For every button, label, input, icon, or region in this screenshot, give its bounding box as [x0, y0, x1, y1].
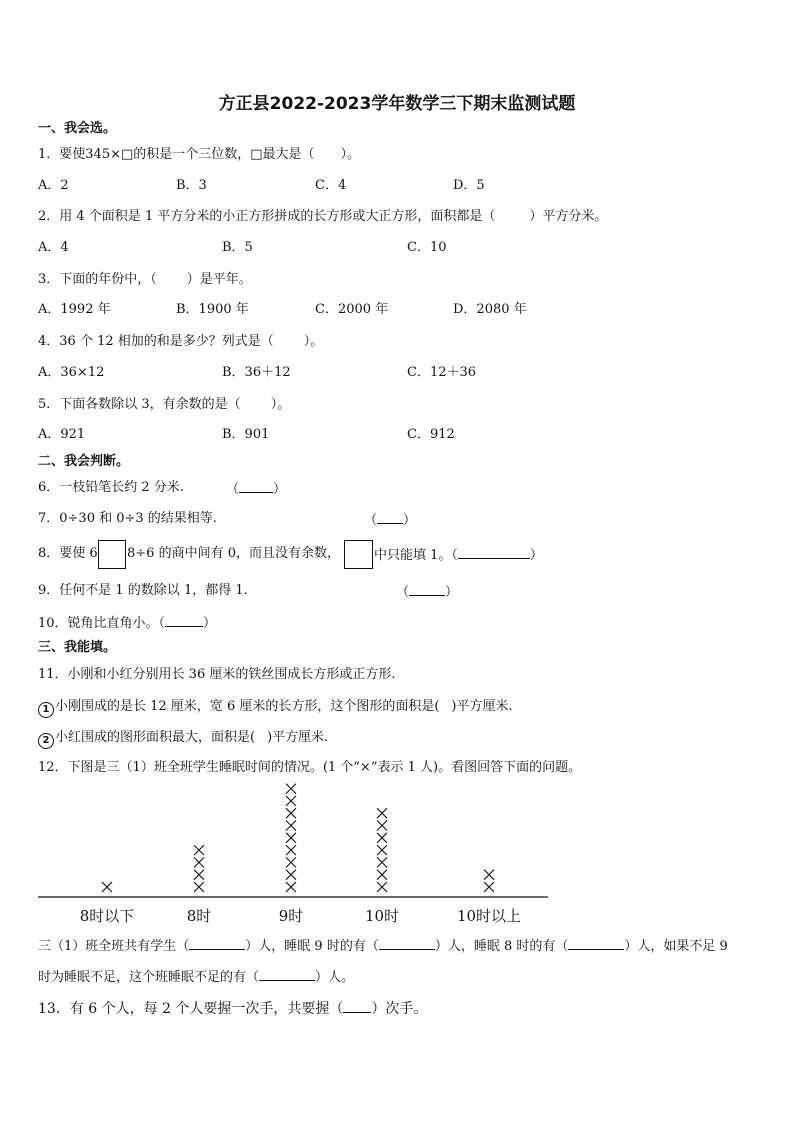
answer-blank[interactable] [241, 396, 271, 408]
chart-mark-x [286, 796, 296, 806]
page-title: 方正县2022-2023学年数学三下期末监测试题 [218, 94, 576, 114]
chart-mark-x [286, 821, 296, 831]
question-2-stem-part-b: ）平方分米。 [529, 209, 608, 224]
question-5-option-b[interactable]: B．901 [222, 427, 270, 442]
section-2-heading: 二、我会判断。 [38, 454, 130, 469]
question-3-option-c[interactable]: C．2000 年 [315, 302, 389, 317]
paren-close: ） [273, 482, 287, 497]
chart-x-tick-label: 9时 [278, 907, 304, 925]
answer-blank[interactable] [255, 729, 267, 741]
question-1-option-d[interactable]: D．5 [453, 178, 485, 193]
question-8-part-a: 8．要使 6 [38, 546, 98, 561]
question-11-sub-2-a: 小红围成的图形面积最大，面积是( [55, 730, 256, 745]
question-5-stem-part-a: 5．下面各数除以 3，有余数的是（ [38, 397, 241, 412]
chart-mark-x [286, 833, 296, 843]
chart-x-tick-label: 10时以上 [456, 907, 522, 925]
question-11-sub-1-b: )平方厘米. [451, 699, 513, 714]
question-11-sub-2-b: )平方厘米. [267, 730, 329, 745]
question-3-option-d[interactable]: D．2080 年 [453, 302, 527, 317]
question-10-stem [38, 614, 216, 632]
question-8-part-b: 8÷6 的商中间有 0，而且没有余数， [127, 546, 340, 561]
question-5-option-a[interactable]: A．921 [38, 427, 86, 442]
chart-mark-x [484, 882, 494, 892]
paren-open: （ [364, 513, 378, 528]
chart-mark-x [377, 821, 387, 831]
question-8-part-c: 中只能填 1。（ [374, 548, 458, 563]
question-11-sub-1 [38, 698, 513, 718]
paren-close: ） [403, 513, 417, 528]
question-1-option-a[interactable]: A．2 [38, 178, 69, 193]
question-7-answer [364, 511, 416, 529]
answer-blank[interactable] [377, 511, 403, 524]
question-12-line-1-b: ）人，睡眠 9 时的有（ [245, 939, 379, 954]
chart-mark-x [377, 845, 387, 855]
chart-mark-x [377, 870, 387, 880]
question-12-line-1-d: ）人，如果不足 9 [624, 939, 728, 954]
paren-open: （ [226, 482, 240, 497]
question-4-stem [38, 333, 323, 350]
chart-mark-x [286, 808, 296, 818]
question-6-answer [226, 480, 286, 498]
question-4-stem-part-a: 4．36 个 12 相加的和是多少？列式是（ [38, 334, 274, 349]
question-11-sub-1-a: 小刚围成的是长 12 厘米，宽 6 厘米的长方形，这个图形的面积是( [55, 699, 440, 714]
chart-mark-x [286, 845, 296, 855]
question-11-sub-2 [38, 729, 328, 749]
question-13-stem [38, 1000, 427, 1017]
question-4-stem-part-b: ）。 [303, 334, 324, 349]
question-10-text: 10．锐角比直角小。（ [38, 616, 166, 631]
chart-mark-x [286, 784, 296, 794]
circled-number-2: 2 [38, 733, 54, 749]
question-12-line-2 [38, 968, 354, 986]
question-9-answer [396, 583, 458, 601]
question-3-stem [38, 271, 252, 288]
paren-close: ） [203, 616, 217, 631]
answer-blank-total-students[interactable] [189, 937, 245, 950]
chart-mark-x [194, 845, 204, 855]
question-7-stem: 7．0÷30 和 0÷3 的结果相等. [38, 511, 217, 526]
chart-mark-x [377, 833, 387, 843]
answer-blank[interactable] [239, 480, 273, 493]
question-12-stem: 12．下图是三（1）班全班学生睡眠时间的情况。(1 个“×”表示 1 人)。看图回答下面的问题。 [38, 760, 582, 775]
question-5-stem [38, 396, 290, 413]
question-9-stem: 9．任何不是 1 的数除以 1，都得 1. [38, 583, 248, 598]
question-1-option-b[interactable]: B．3 [176, 178, 207, 193]
answer-blank[interactable] [458, 546, 530, 559]
chart-mark-x [102, 882, 112, 892]
answer-blank[interactable] [157, 271, 187, 283]
question-3-stem-part-a: 3．下面的年份中，（ [38, 272, 157, 287]
chart-mark-x [377, 857, 387, 867]
sleep-time-chart [0, 778, 794, 930]
paren-close: ） [445, 585, 459, 600]
chart-mark-x [377, 882, 387, 892]
answer-blank[interactable] [274, 333, 304, 345]
section-3-heading: 三、我能填。 [38, 640, 117, 655]
chart-x-tick-label: 8时以下 [79, 907, 135, 925]
chart-mark-x [286, 857, 296, 867]
chart-mark-x [194, 870, 204, 880]
answer-blank-insufficient-sleep[interactable] [259, 968, 315, 981]
chart-x-tick-label: 10时 [364, 907, 400, 925]
question-2-option-c[interactable]: C．10 [407, 240, 447, 255]
answer-blank[interactable] [343, 1000, 371, 1013]
answer-blank[interactable] [165, 614, 203, 627]
question-2-stem-part-a: 2．用 4 个面积是 1 平方分米的小正方形拼成的长方形或大正方形，面积都是（ [38, 209, 496, 224]
chart-mark-x [286, 870, 296, 880]
question-11-stem: 11．小刚和小红分别用长 36 厘米的铁丝围成长方形或正方形. [38, 667, 396, 682]
chart-mark-x [377, 808, 387, 818]
answer-blank-9-hours[interactable] [379, 937, 435, 950]
question-13-stem-part-b: ）次手。 [371, 1001, 428, 1017]
question-12-line-1-c: ）人，睡眠 8 时的有（ [434, 939, 569, 954]
answer-blank[interactable] [409, 583, 445, 596]
paren-open: （ [396, 585, 410, 600]
chart-mark-x [194, 882, 204, 892]
answer-blank-8-hours[interactable] [568, 937, 624, 950]
chart-mark-x [194, 857, 204, 867]
circled-number-1: 1 [38, 702, 54, 718]
question-1-option-c[interactable]: C．4 [315, 178, 347, 193]
question-12-line-2-b: ）人。 [315, 970, 355, 985]
question-6-stem: 6．一枝铅笔长约 2 分米. [38, 480, 184, 495]
chart-mark-x [484, 870, 494, 880]
answer-blank[interactable] [495, 208, 529, 220]
question-5-option-c[interactable]: C．912 [407, 427, 455, 442]
chart-mark-x [286, 882, 296, 892]
question-3-option-a[interactable]: A．1992 年 [38, 302, 111, 317]
question-2-stem [38, 208, 607, 225]
answer-blank[interactable] [439, 698, 451, 710]
question-13-stem-part-a: 13．有 6 个人，每 2 个人要握一次手，共要握（ [38, 1001, 344, 1017]
question-12-line-2-a: 时为睡眠不足，这个班睡眠不足的有（ [38, 970, 260, 985]
question-3-stem-part-b: ）是平年。 [186, 272, 252, 287]
paren-close: ） [529, 548, 543, 563]
question-4-option-b[interactable]: B．36＋12 [222, 365, 291, 380]
question-12-line-1 [38, 937, 728, 955]
section-1-heading: 一、我会选。 [38, 121, 117, 136]
question-1-stem: 1．要使345×□的积是一个三位数，□最大是（ ）。 [38, 147, 361, 162]
question-12-line-1-a: 三（1）班全班共有学生（ [38, 939, 190, 954]
question-8-answer [374, 546, 543, 564]
question-4-option-a[interactable]: A．36×12 [38, 365, 105, 380]
question-4-option-c[interactable]: C．12＋36 [407, 365, 477, 380]
fill-box[interactable] [344, 540, 373, 569]
question-3-option-b[interactable]: B．1900 年 [176, 302, 249, 317]
chart-x-tick-label: 8时 [186, 907, 212, 925]
question-5-stem-part-b: ）。 [270, 397, 291, 412]
question-2-option-a[interactable]: A．4 [38, 240, 69, 255]
fill-box[interactable] [98, 540, 126, 569]
question-2-option-b[interactable]: B．5 [222, 240, 253, 255]
